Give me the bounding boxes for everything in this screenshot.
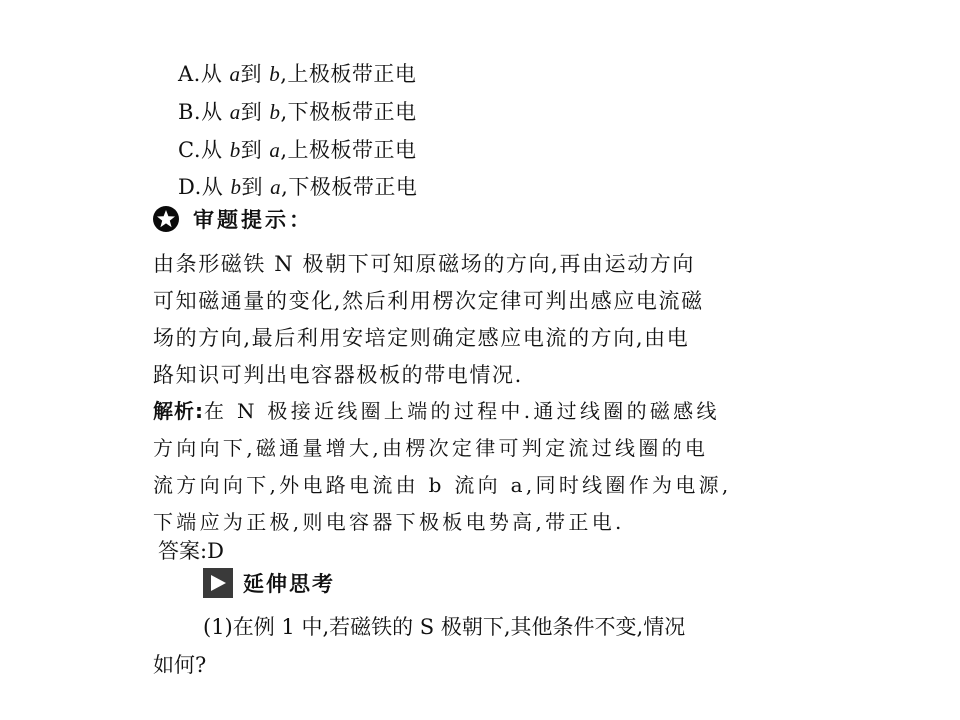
variable: b — [269, 100, 281, 124]
answer-label: 答案 — [158, 539, 200, 563]
analysis-line: 方向向下,磁通量增大,由楞次定律可判定流过线圈的电 — [153, 436, 709, 460]
analysis-line: 流方向向下,外电路电流由 b 流向 a,同时线圈作为电源, — [153, 473, 732, 497]
option-text: 从 — [200, 62, 223, 86]
option-letter: A. — [178, 62, 201, 86]
option-text: 从 — [201, 138, 223, 162]
option-text: 从 — [201, 175, 224, 199]
star-icon — [153, 206, 179, 232]
analysis-line: 下端应为正极,则电容器下极板电势高,带正电. — [153, 510, 625, 534]
analysis-paragraph — [153, 393, 732, 541]
answer-value: :D — [200, 539, 224, 563]
option-text: 到 — [240, 100, 263, 124]
answer — [158, 538, 224, 564]
option-text: 从 — [201, 100, 223, 124]
hint-heading — [153, 204, 313, 234]
option-letter: C. — [178, 138, 201, 162]
hint-line: 由条形磁铁 N 极朝下可知原磁场的方向,再由运动方向 — [153, 252, 695, 276]
hint-line: 可知磁通量的变化,然后利用楞次定律可判出感应电流磁 — [153, 289, 704, 313]
extension-heading — [203, 568, 335, 598]
analysis-text: 在 N 极接近线圈上端的过程中.通过线圈的磁感线 — [204, 399, 720, 423]
question-text: (1)在例 1 中,若磁铁的 S 极朝下,其他条件不变,情况 — [203, 615, 686, 639]
option-d — [178, 174, 417, 200]
play-icon — [203, 568, 233, 598]
hint-line: 路知识可判出电容器极板的带电情况. — [153, 363, 523, 387]
analysis-line — [153, 393, 732, 430]
option-text: 到 — [240, 138, 263, 162]
option-text: ,下极板带正电 — [280, 100, 417, 124]
hint-title: 审题提示： — [193, 208, 313, 232]
variable: b — [230, 175, 242, 199]
variable: a — [270, 175, 282, 199]
variable: b — [229, 138, 241, 162]
variable: a — [229, 100, 241, 124]
hint-line: 场的方向,最后利用安培定则确定感应电流的方向,由电 — [153, 326, 690, 350]
extension-title: 延伸思考 — [243, 572, 335, 596]
option-letter: D. — [178, 175, 202, 199]
option-a — [178, 61, 416, 87]
question-line: 如何? — [153, 653, 207, 677]
variable: a — [229, 62, 241, 86]
variable: a — [269, 138, 281, 162]
option-text: ,上极板带正电 — [280, 62, 417, 86]
option-text: 到 — [240, 62, 263, 86]
option-b — [178, 99, 417, 125]
option-text: ,下极板带正电 — [281, 175, 418, 199]
analysis-label: 解析 — [153, 399, 195, 423]
question-line — [153, 608, 685, 646]
option-text: ,上极板带正电 — [280, 138, 417, 162]
extension-question — [153, 608, 685, 684]
option-letter: B. — [178, 100, 202, 124]
hint-paragraph — [153, 246, 704, 394]
variable: b — [269, 62, 281, 86]
option-text: 到 — [241, 175, 263, 199]
analysis-colon: : — [195, 399, 204, 423]
option-c — [178, 137, 417, 163]
